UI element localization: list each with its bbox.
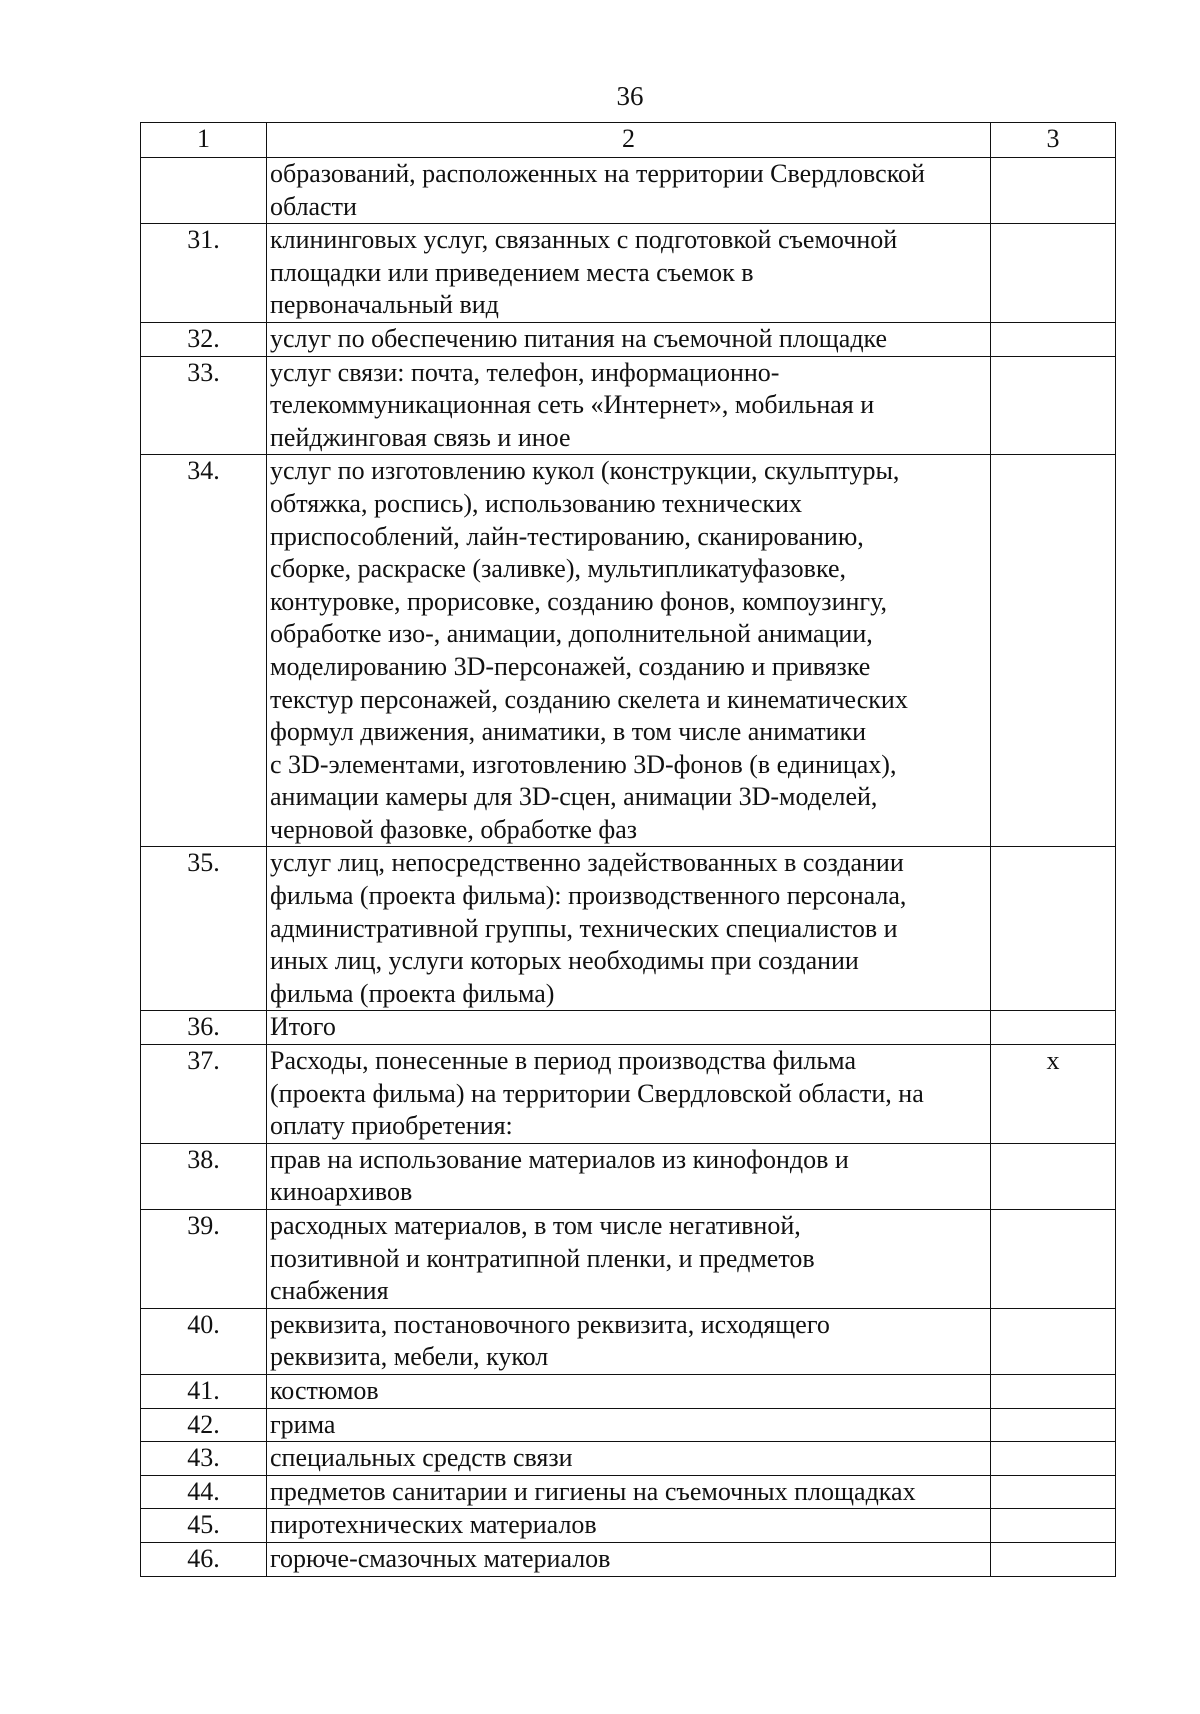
description-line: прав на использование материалов из кинофондов и <box>270 1144 849 1174</box>
table-row <box>141 322 1116 356</box>
row-description <box>267 1210 991 1309</box>
row-number: 41. <box>141 1374 267 1408</box>
row-number: 31. <box>141 224 267 323</box>
table-row <box>141 1408 1116 1442</box>
row-value <box>991 1374 1116 1408</box>
description-line: горюче-смазочных материалов <box>270 1543 611 1573</box>
description-line: специальных средств связи <box>270 1443 573 1473</box>
description-line: клининговых услуг, связанных с подготовкой съемочной <box>270 225 898 255</box>
description-line: предметов санитарии и гигиены на съемочных площадках <box>270 1476 916 1506</box>
page-number: 36 <box>616 81 644 111</box>
row-number: 33. <box>141 356 267 455</box>
description-line: услуг по изготовлению кукол (конструкции, скульптуры, <box>270 456 900 486</box>
description-line: услуг лиц, непосредственно задействованных в создании <box>270 848 904 878</box>
row-number: 38. <box>141 1143 267 1209</box>
description-line: площадки или приведением места съемок в <box>270 257 754 287</box>
row-description <box>267 847 991 1011</box>
description-line: реквизита, постановочного реквизита, исходящего <box>270 1309 830 1339</box>
description-line: фильма (проекта фильма): производственного персонала, <box>270 881 907 911</box>
table-row <box>141 1475 1116 1509</box>
row-description <box>267 1045 991 1144</box>
table-row <box>141 158 1116 224</box>
description-line: иных лиц, услуги которых необходимы при создании <box>270 946 859 976</box>
row-number: 34. <box>141 455 267 847</box>
row-number: 35. <box>141 847 267 1011</box>
row-description <box>267 1011 991 1045</box>
row-value <box>991 1542 1116 1576</box>
row-value <box>991 356 1116 455</box>
table-row <box>141 1143 1116 1209</box>
column-header-3: 3 <box>991 123 1116 158</box>
description-line: реквизита, мебели, кукол <box>270 1342 549 1372</box>
description-line: текстур персонажей, созданию скелета и кинематических <box>270 684 908 714</box>
row-number: 37. <box>141 1045 267 1144</box>
row-description <box>267 1509 991 1543</box>
description-line: с 3D-элементами, изготовлению 3D-фонов (в единицах), <box>270 749 897 779</box>
table-row <box>141 1509 1116 1543</box>
description-line: грима <box>270 1409 336 1439</box>
row-value: х <box>991 1045 1116 1144</box>
row-value <box>991 1210 1116 1309</box>
description-line: пейджинговая связь и иное <box>270 422 571 452</box>
row-number: 32. <box>141 322 267 356</box>
description-line: расходных материалов, в том числе негативной, <box>270 1211 801 1240</box>
row-number: 39. <box>141 1210 267 1309</box>
description-line: оплату приобретения: <box>270 1111 513 1141</box>
table-row <box>141 1374 1116 1408</box>
row-number: 43. <box>141 1442 267 1476</box>
description-line: услуг по обеспечению питания на съемочной площадке <box>270 323 888 353</box>
description-line: Расходы, понесенные в период производства фильма <box>270 1046 856 1076</box>
description-line: услуг связи: почта, телефон, информационно- <box>270 357 780 387</box>
description-line: моделированию 3D-персонажей, созданию и привязке <box>270 651 871 681</box>
row-number <box>141 158 267 224</box>
row-number: 45. <box>141 1509 267 1543</box>
row-description <box>267 158 991 224</box>
row-value <box>991 1509 1116 1543</box>
row-description <box>267 1475 991 1509</box>
column-header-1: 1 <box>141 123 267 158</box>
row-description <box>267 1374 991 1408</box>
description-line: Итого <box>270 1012 336 1042</box>
description-line: костюмов <box>270 1375 379 1405</box>
row-number: 40. <box>141 1308 267 1374</box>
table-row <box>141 1045 1116 1144</box>
table-row <box>141 1442 1116 1476</box>
row-number: 42. <box>141 1408 267 1442</box>
description-line: телекоммуникационная сеть «Интернет», мобильная и <box>270 390 875 420</box>
table-row <box>141 1308 1116 1374</box>
description-line: административной группы, технических специалистов и <box>270 913 898 943</box>
row-value <box>991 1308 1116 1374</box>
row-description <box>267 356 991 455</box>
description-line: обтяжка, роспись), использованию технических <box>270 488 802 518</box>
row-value <box>991 224 1116 323</box>
description-line: обработке изо-, анимации, дополнительной анимации, <box>270 619 873 649</box>
description-line: пиротехнических материалов <box>270 1510 597 1540</box>
table-row <box>141 1210 1116 1309</box>
description-line: черновой фазовке, обработке фаз <box>270 814 638 844</box>
expense-table <box>140 122 1116 1577</box>
description-line: киноархивов <box>270 1177 413 1207</box>
description-line: анимации камеры для 3D-сцен, анимации 3D-моделей, <box>270 782 878 812</box>
row-description <box>267 224 991 323</box>
row-value <box>991 1475 1116 1509</box>
row-value <box>991 1143 1116 1209</box>
row-description <box>267 1143 991 1209</box>
column-header-2: 2 <box>267 123 991 158</box>
table-row <box>141 356 1116 455</box>
row-description <box>267 1542 991 1576</box>
description-line: области <box>270 191 357 221</box>
description-line: сборке, раскраске (заливке), мультипликатуфазовке, <box>270 554 846 584</box>
description-line: (проекта фильма) на территории Свердловской области, на <box>270 1078 924 1108</box>
table-row <box>141 455 1116 847</box>
row-number: 44. <box>141 1475 267 1509</box>
row-description <box>267 455 991 847</box>
row-description <box>267 322 991 356</box>
description-line: формул движения, аниматики, в том числе аниматики <box>270 717 867 747</box>
row-value <box>991 847 1116 1011</box>
row-value <box>991 158 1116 224</box>
row-value <box>991 1442 1116 1476</box>
table-row <box>141 1542 1116 1576</box>
row-value <box>991 1408 1116 1442</box>
description-line: фильма (проекта фильма) <box>270 978 555 1008</box>
table-row <box>141 1011 1116 1045</box>
description-line: первоначальный вид <box>270 290 499 320</box>
row-description <box>267 1442 991 1476</box>
description-line: приспособлений, лайн-тестированию, сканированию, <box>270 521 864 551</box>
description-line: образований, расположенных на территории Свердловской <box>270 159 925 188</box>
row-description <box>267 1308 991 1374</box>
row-value <box>991 1011 1116 1045</box>
table-body <box>141 158 1116 1577</box>
row-value <box>991 322 1116 356</box>
table-header-row <box>141 123 1116 158</box>
row-value <box>991 455 1116 847</box>
row-number: 36. <box>141 1011 267 1045</box>
row-description <box>267 1408 991 1442</box>
description-line: контуровке, прорисовке, созданию фонов, компоузингу, <box>270 586 887 616</box>
description-line: снабжения <box>270 1276 389 1306</box>
table-row <box>141 847 1116 1011</box>
description-line: позитивной и контратипной пленки, и предметов <box>270 1243 815 1273</box>
row-number: 46. <box>141 1542 267 1576</box>
table-row <box>141 224 1116 323</box>
